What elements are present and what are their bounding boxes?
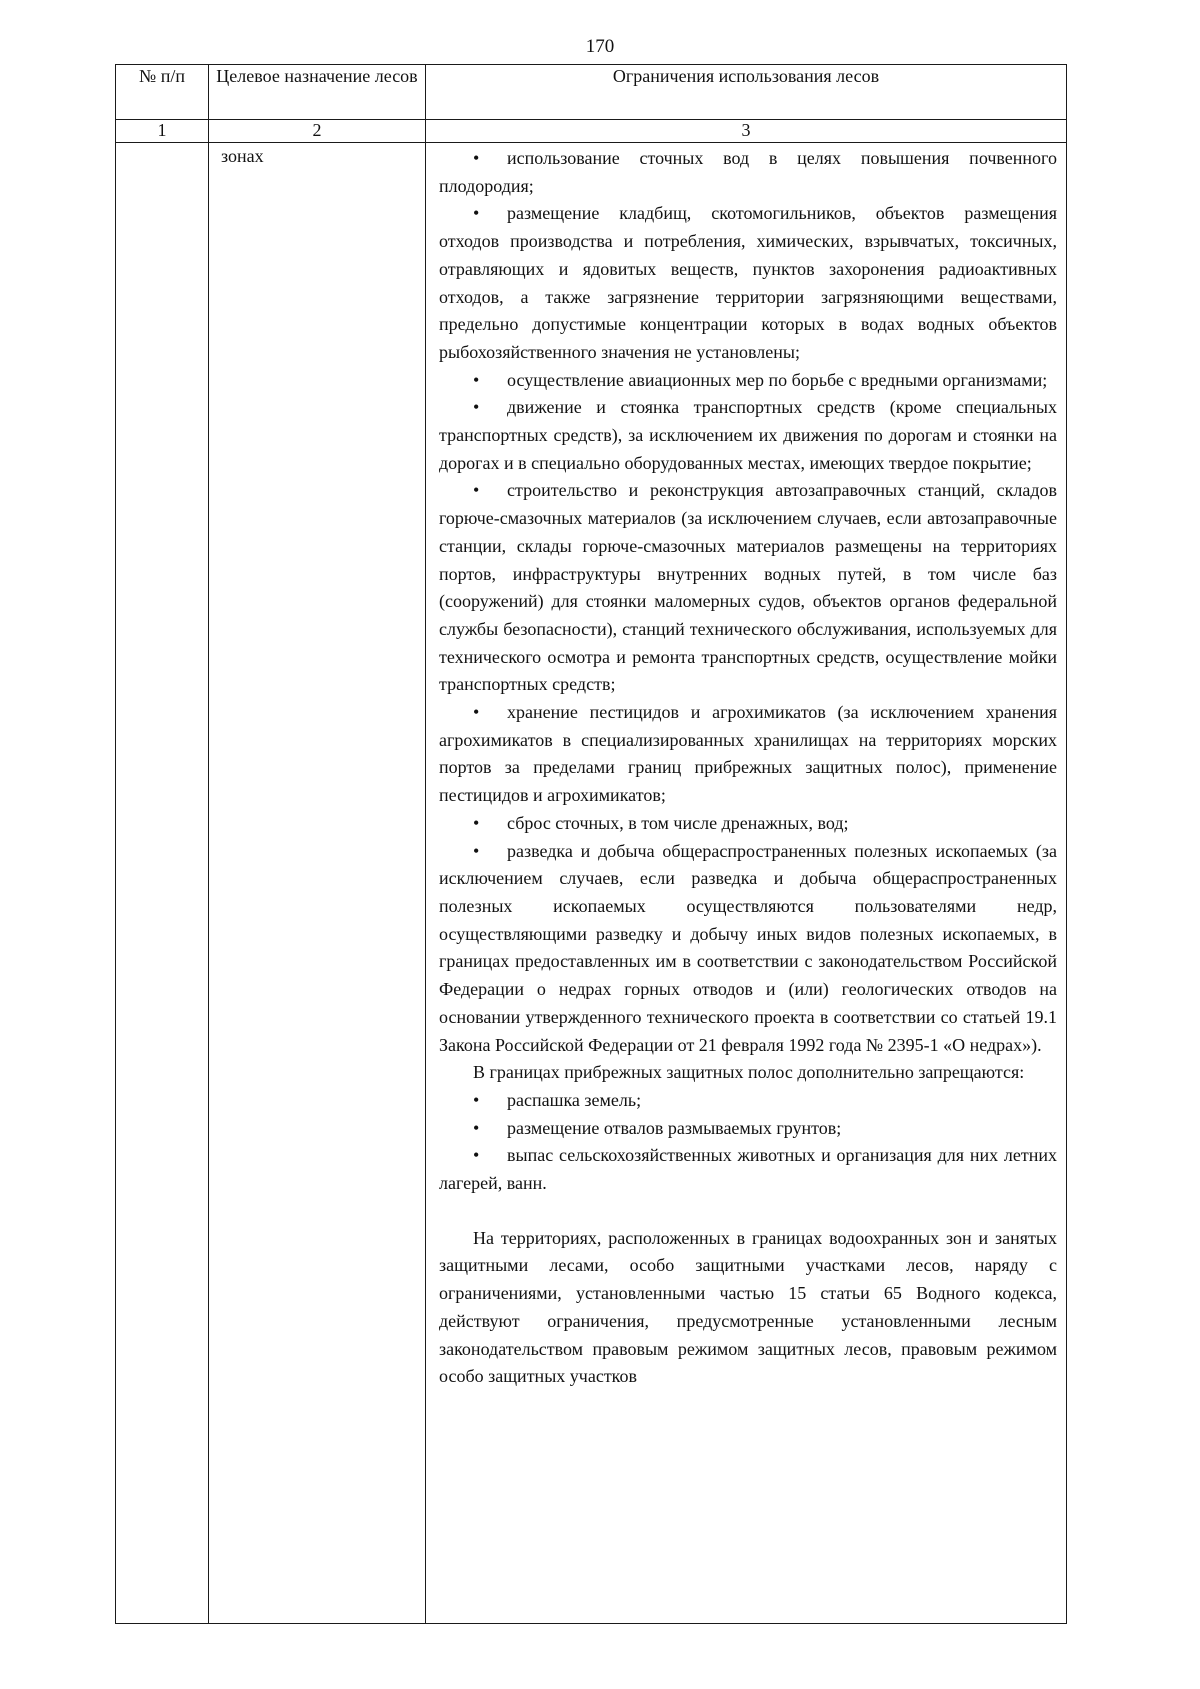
bullet-text: осуществление авиационных мер по борьбе с вредными организмами; [507,369,1048,390]
header-col-restrictions: Ограничения использования лесов [426,65,1067,120]
bullet-text: движение и стоянка транспортных средств (кроме специальных транспортных средств), за исключением их движения по дорогам и стоянки на дорогах и в специально оборудованных местах, имеющих твердое покрытие; [439,397,1057,473]
bullet-text: размещение отвалов размываемых грунтов; [507,1117,842,1138]
bullet-item [439,1142,1057,1197]
column-number-3: 3 [426,120,1067,143]
bullet-icon: • [473,148,480,168]
bullet-item [439,200,1057,366]
header-col-purpose: Целевое назначение лесов [209,65,426,120]
purpose-text: зонах [221,146,264,166]
bullet-icon: • [473,369,480,390]
paragraph-protective-forests: На территориях, расположенных в границах водоохранных зон и занятых защитными лесами, особо защитными участками лесов, наряду с ограничениями, установленными частью 15 статьи 65 Водного кодекса, действуют ограничения, предусмотренные установленными лесным законодательством правовым режимом защитных лесов, правовым режимом особо защитных участков [439,1227,1057,1387]
bullet-item [439,477,1057,699]
bullet-text: распашка земель; [507,1089,642,1110]
bullet-item [439,838,1057,1060]
bullet-text: хранение пестицидов и агрохимикатов (за исключением хранения агрохимикатов в специализированных хранилищах на территориях морских портов за пределами границ прибрежных защитных полос), применение пестицидов и агрохимикатов; [439,702,1057,806]
bullet-item [439,145,1057,200]
bullet-text: размещение кладбищ, скотомогильников, объектов размещения отходов производства и потребления, химических, взрывчатых, токсичных, отравляющих и ядовитых веществ, пунктов захоронения радиоактивных отходов, а также загрязнение территории загрязняющими веществами, предельно допустимые концентрации которых в водах водных объектов рыбохозяйственного значения не установлены; [439,203,1057,362]
cell-number [116,143,209,1624]
column-number-1: 1 [116,120,209,143]
restrictions-table [115,64,1067,1624]
bullet-item [439,367,1057,395]
bullet-icon: • [473,1117,480,1138]
bullet-icon: • [473,480,480,501]
bullet-icon: • [473,1089,480,1110]
header-row [116,65,1067,120]
cell-purpose [209,143,426,1624]
bullet-icon: • [473,203,480,224]
restrictions-content [426,143,1066,1391]
header-col-number: № п/п [116,65,209,120]
page-number: 170 [585,36,615,57]
paragraph-coastal-strips: В границах прибрежных защитных полос дополнительно запрещаются: [473,1062,1025,1083]
bullet-list-b [439,1087,1057,1198]
bullet-icon: • [473,397,480,418]
bullet-icon: • [473,1145,480,1166]
bullet-icon: • [473,702,480,723]
bullet-item [439,1115,1057,1143]
bullet-text: строительство и реконструкция автозаправочных станций, складов горюче-смазочных материалов (за исключением случаев, если автозаправочные станции, склады горюче-смазочных материалов размещены на территориях портов, инфраструктуры внутренних водных путей, в том числе баз (сооружений) для стоянки маломерных судов, объектов органов федеральной службы безопасности), станций технического обслуживания, используемых для технического осмотра и ремонта транспортных средств, осуществление мойки транспортных средств; [439,480,1057,695]
bullet-item [439,810,1057,838]
bullet-item [439,699,1057,810]
bullet-text: сброс сточных, в том числе дренажных, вод; [507,812,849,833]
table-row [116,143,1067,1624]
bullet-text: разведка и добыча общераспространенных полезных ископаемых (за исключением случаев, если разведка и добыча общераспространенных полезных ископаемых осуществляются пользователями недр, осуществляющими разведку и добычу иных видов полезных ископаемых, в границах предоставленных им в соответствии с законодательством Российской Федерации о недрах горных отводов и (или) геологических отводов на основании утвержденного технического проекта в соответствии со статьей 19.1 Закона Российской Федерации от 21 февраля 1992 года № 2395-1 «О недрах»). [439,840,1057,1055]
bullet-item [439,394,1057,477]
bullet-icon: • [473,840,480,861]
column-number-row [116,120,1067,143]
bullet-text: использование сточных вод в целях повышения почвенного плодородия; [439,148,1057,196]
cell-restrictions [426,143,1067,1624]
bullet-item [439,1087,1057,1115]
column-number-2: 2 [209,120,426,143]
spacer [439,1198,1057,1225]
bullet-icon: • [473,812,480,833]
bullet-list-a [439,145,1057,1059]
bullet-text: выпас сельскохозяйственных животных и организация для них летних лагерей, ванн. [439,1145,1057,1194]
